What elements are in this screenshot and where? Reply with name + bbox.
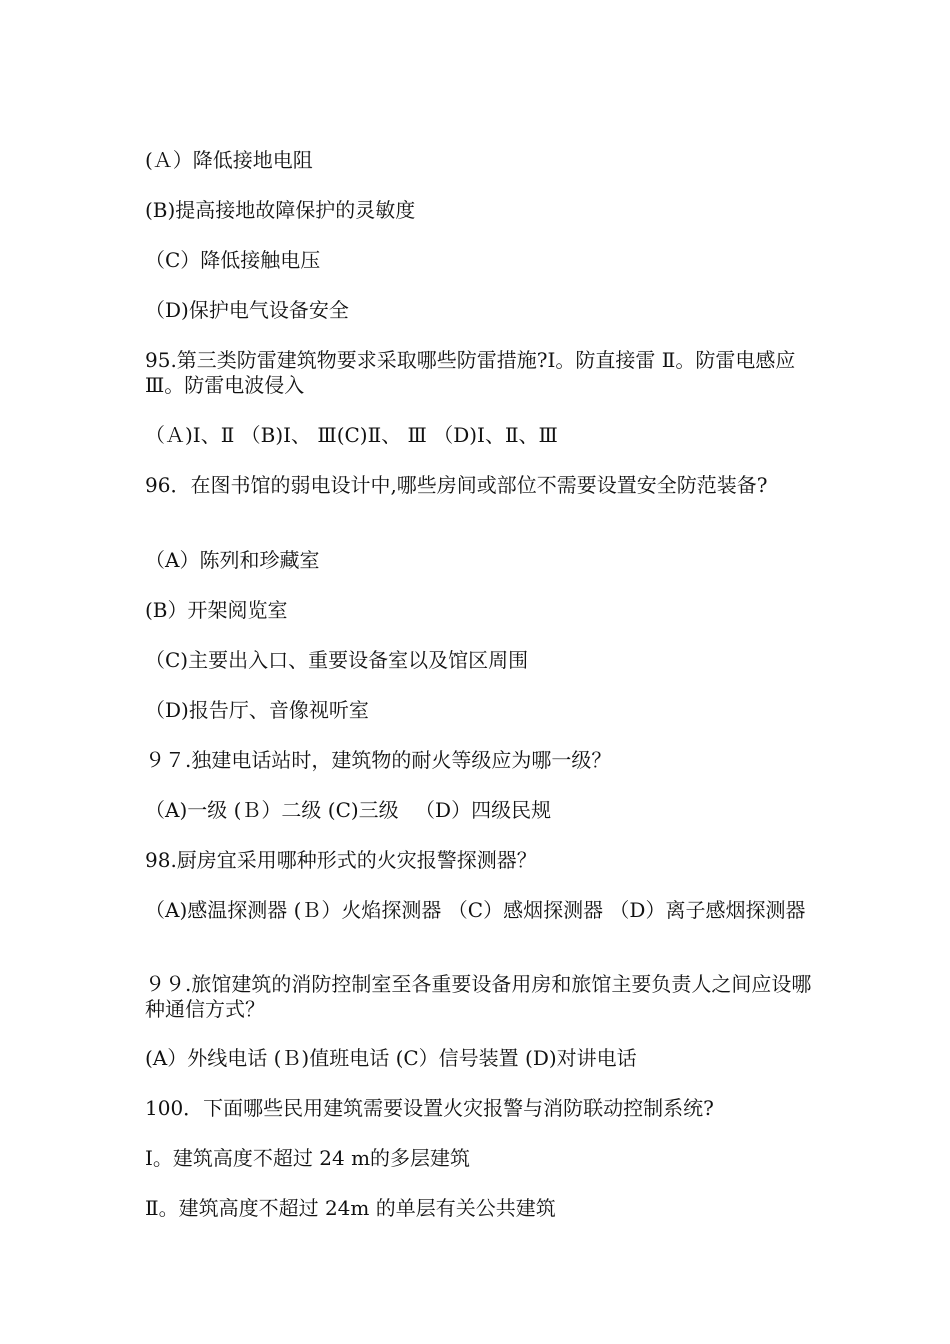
question-100-item-2: Ⅱ。建筑高度不超过 24m 的单层有关公共建筑	[145, 1196, 556, 1220]
question-96: 96．在图书馆的弱电设计中,哪些房间或部位不需要设置安全防范装备?	[145, 473, 768, 497]
question-100: 100．下面哪些民用建筑需要设置火灾报警与消防联动控制系统?	[145, 1096, 714, 1120]
question-97: ９７.独建电话站时，建筑物的耐火等级应为哪一级？	[145, 748, 612, 772]
question-100-item-1: Ⅰ。建筑高度不超过 24 m的多层建筑	[145, 1146, 471, 1170]
question-96-option-b: (B）开架阅览室	[145, 598, 288, 622]
question-96-option-c: （C)主要出入口、重要设备室以及馆区周围	[145, 648, 529, 672]
question-99: ９９.旅馆建筑的消防控制室至各重要设备用房和旅馆主要负责人之间应设哪种通信方式？	[145, 972, 812, 1021]
question-99-options: (A）外线电话 (Ｂ)值班电话 (C）信号装置 (D)对讲电话	[145, 1046, 637, 1070]
question-95-options: （Ａ)Ⅰ、Ⅱ （B)Ⅰ、 Ⅲ(C)Ⅱ、 Ⅲ （D)Ⅰ、Ⅱ、Ⅲ	[145, 423, 558, 447]
question-96-option-a: （A）陈列和珍藏室	[145, 548, 320, 572]
question-95: 95.第三类防雷建筑物要求采取哪些防雷措施?Ⅰ。防直接雷 Ⅱ。防雷电感应 Ⅲ。防雷电波侵入	[145, 348, 822, 397]
question-96-option-d: （D)报告厅、音像视听室	[145, 698, 369, 722]
option-b-line: (B)提高接地故障保护的灵敏度	[145, 198, 416, 222]
question-98-options: （A)感温探测器 (Ｂ）火焰探测器 （C）感烟探测器 （D）离子感烟探测器	[145, 898, 806, 922]
option-c-line: （C）降低接触电压	[145, 248, 321, 272]
question-98: 98.厨房宜采用哪种形式的火灾报警探测器？	[145, 848, 537, 872]
option-d-line: （D)保护电气设备安全	[145, 298, 349, 322]
question-97-options: （A)一级 (Ｂ）二级 (C)三级 （D）四级民规	[145, 798, 552, 822]
option-a-line: (Ａ）降低接地电阻	[145, 148, 313, 172]
